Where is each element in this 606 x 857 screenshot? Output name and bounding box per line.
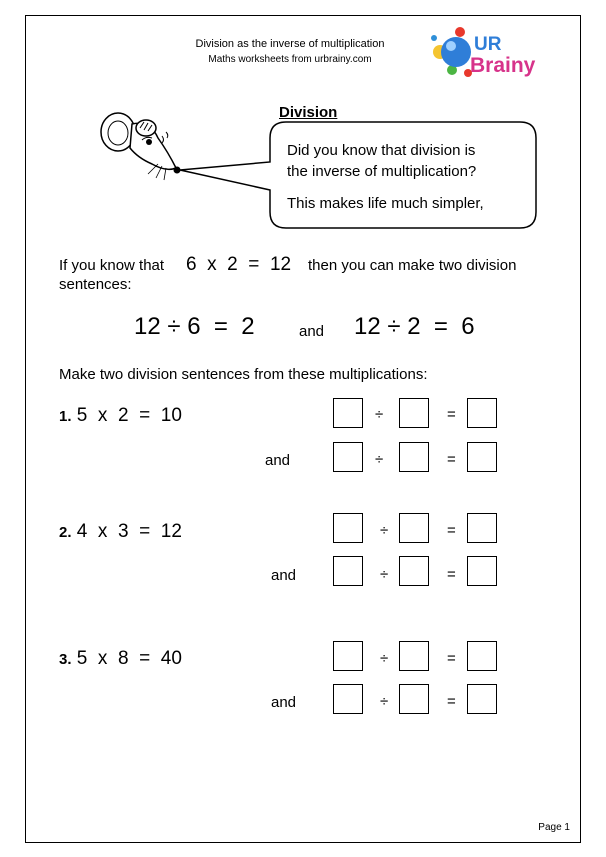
divide-sign: ÷ <box>380 522 389 539</box>
answer-box[interactable] <box>333 398 363 428</box>
intro-suffix: then you can make two division <box>308 257 517 274</box>
answer-box[interactable] <box>333 556 363 586</box>
question-3-equation: 5 x 8 = 40 <box>76 648 182 669</box>
divide-sign: ÷ <box>375 451 384 468</box>
answer-box[interactable] <box>467 641 497 671</box>
urbrainy-logo <box>426 24 554 80</box>
answer-box[interactable] <box>399 398 429 428</box>
question-2-number: 2. <box>59 524 72 541</box>
question-3-number: 3. <box>59 651 72 668</box>
answer-box[interactable] <box>467 684 497 714</box>
answer-box[interactable] <box>399 684 429 714</box>
answer-box[interactable] <box>467 442 497 472</box>
intro-equation: 6 x 2 = 12 <box>186 254 292 275</box>
instruction: Make two division sentences from these multiplications: <box>59 366 428 383</box>
question-1-equation: 5 x 2 = 10 <box>76 405 182 426</box>
logo-text-brainy: Brainy <box>470 54 536 77</box>
divide-sign: ÷ <box>375 406 384 423</box>
intro-prefix: If you know that <box>59 257 165 274</box>
answer-box[interactable] <box>467 398 497 428</box>
answer-box[interactable] <box>399 442 429 472</box>
question-2 <box>59 521 182 543</box>
question-2-equation: 4 x 3 = 12 <box>76 521 182 542</box>
answer-box[interactable] <box>399 641 429 671</box>
example-and: and <box>299 323 325 340</box>
equals-sign: = <box>447 406 456 423</box>
answer-box[interactable] <box>467 556 497 586</box>
question-3 <box>59 648 182 670</box>
example-right: 12 ÷ 2 = 6 <box>354 313 475 340</box>
section-heading: Division <box>279 104 338 121</box>
question-1-and: and <box>265 452 291 469</box>
equals-sign: = <box>447 693 456 710</box>
divide-sign: ÷ <box>380 566 389 583</box>
equals-sign: = <box>447 566 456 583</box>
question-3-and: and <box>271 694 297 711</box>
answer-box[interactable] <box>333 442 363 472</box>
example-left: 12 ÷ 6 = 2 <box>134 313 255 340</box>
bubble-line-3: This makes life much simpler, <box>287 195 484 212</box>
bubble-line-1: Did you know that division is <box>287 142 476 159</box>
answer-box[interactable] <box>333 684 363 714</box>
intro-line-2: sentences: <box>59 276 132 293</box>
question-1 <box>59 405 182 427</box>
answer-box[interactable] <box>399 556 429 586</box>
equals-sign: = <box>447 451 456 468</box>
page-number: Page 1 <box>538 822 570 833</box>
question-2-and: and <box>271 567 297 584</box>
question-1-number: 1. <box>59 408 72 425</box>
answer-box[interactable] <box>333 641 363 671</box>
equals-sign: = <box>447 522 456 539</box>
worksheet-subtitle: Maths worksheets from urbrainy.com <box>208 54 372 65</box>
answer-box[interactable] <box>467 513 497 543</box>
answer-box[interactable] <box>333 513 363 543</box>
logo-text-ur: UR <box>474 34 502 55</box>
divide-sign: ÷ <box>380 650 389 667</box>
bubble-line-2: the inverse of multiplication? <box>287 163 477 180</box>
equals-sign: = <box>447 650 456 667</box>
answer-box[interactable] <box>399 513 429 543</box>
divide-sign: ÷ <box>380 693 389 710</box>
worksheet-title: Division as the inverse of multiplication <box>195 38 385 50</box>
